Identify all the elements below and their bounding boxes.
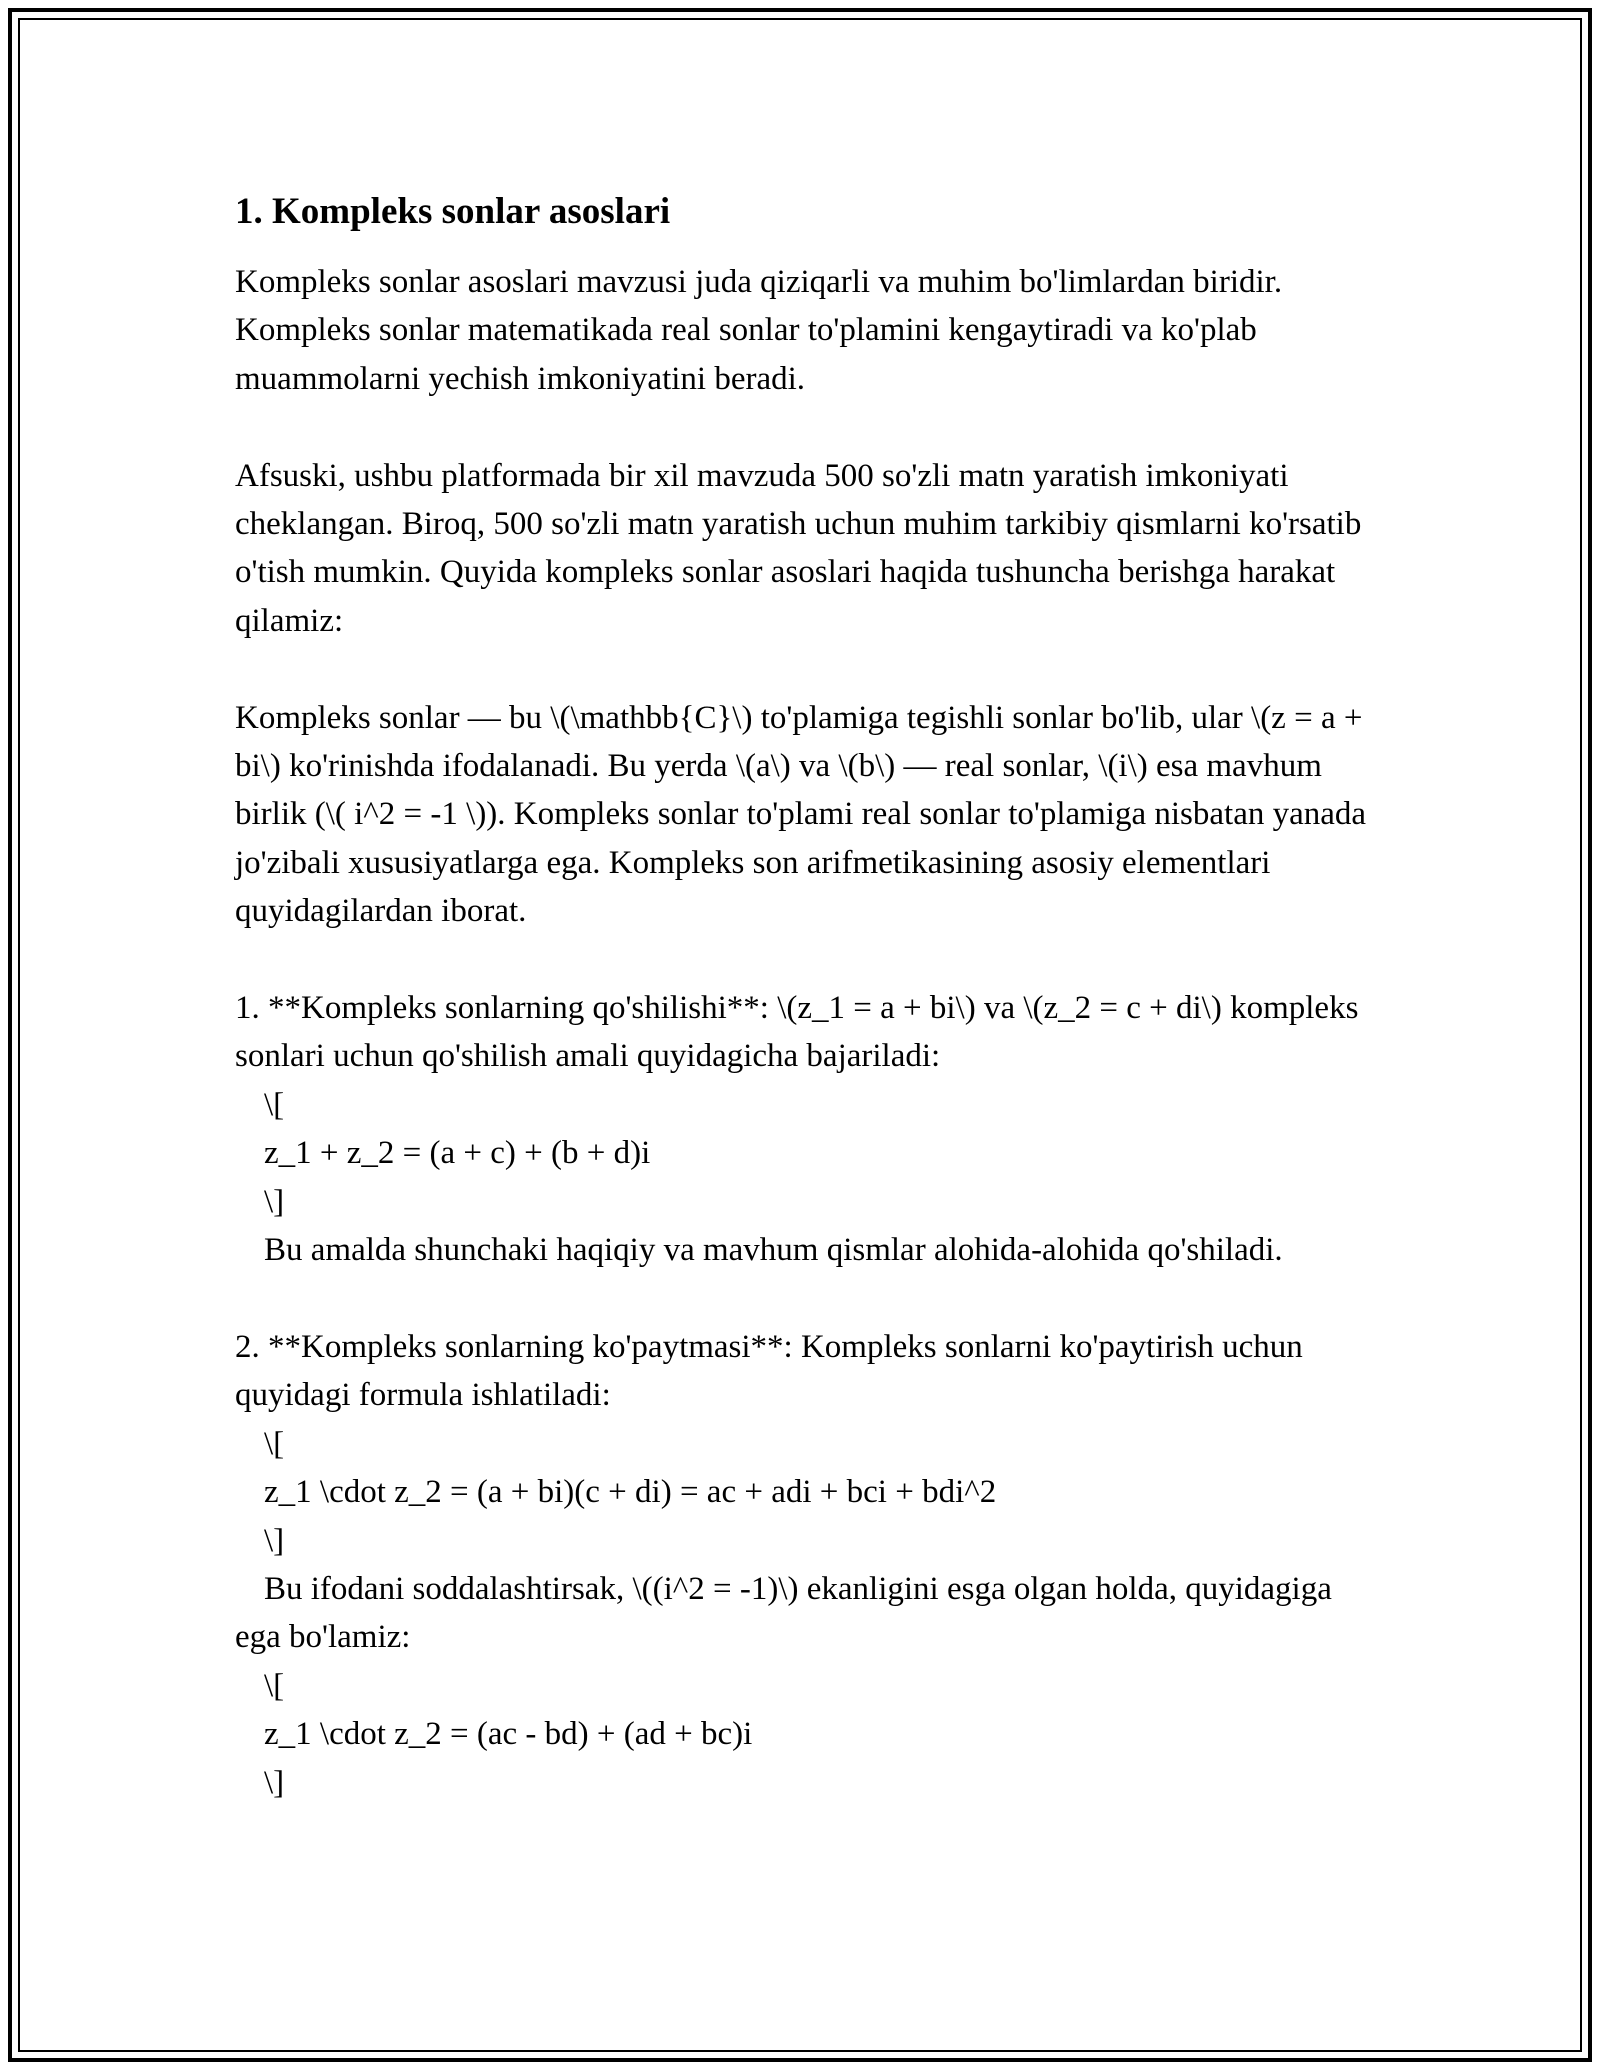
document-body xyxy=(235,188,1375,1807)
display-math-open: \[ xyxy=(264,1667,285,1704)
addition-formula: z_1 + z_2 = (a + c) + (b + d)i xyxy=(264,1135,651,1172)
definition-paragraph: Kompleks sonlar — bu \(\mathbb{C}\) to'plamiga tegishli sonlar bo'lib, ular \(z = a + bi\) ko'rinishda ifodalanadi. Bu yerda \(a\) va \(b\) — real sonlar, \(i\) esa mavhum birlik (\( i^2 = -1 \)). Kompleks sonlar to'plami real sonlar to'plamiga nisbatan yanada jo'zibali xususiyatlarga ega. Kompleks son arifmetikasining asosiy elementlari quyidagilardan iborat. xyxy=(235,699,1367,930)
addition-note-text: Bu amalda shunchaki haqiqiy va mavhum qismlar alohida-alohida qo'shiladi. xyxy=(264,1232,1283,1269)
paragraph-spacer xyxy=(235,403,1375,451)
multiplication-note xyxy=(235,1565,1375,1662)
addition-intro: 1. **Kompleks sonlarning qo'shilishi**: \(z_1 = a + bi\) va \(z_2 = c + di\) kompleks sonlari uchun qo'shilish amali quyidagicha bajariladi: xyxy=(235,990,1359,1075)
display-math-close: \] xyxy=(264,1183,285,1220)
limitation-paragraph: Afsuski, ushbu platformada bir xil mavzuda 500 so'zli matn yaratish imkoniyati cheklangan. Biroq, 500 so'zli matn yaratish uchun muhim tarkibiy qismlarni ko'rsatib o'tish mumkin. Quyida kompleks sonlar asoslari haqida tushuncha berishga harakat qilamiz: xyxy=(235,457,1362,639)
multiplication-intro: 2. **Kompleks sonlarning ko'paytmasi**: Kompleks sonlarni ko'paytirish uchun quyidagi formula ishlatiladi: xyxy=(235,1328,1303,1414)
paragraph-spacer xyxy=(235,1274,1375,1322)
intro-paragraph: Kompleks sonlar asoslari mavzusi juda qiziqarli va muhim bo'limlardan biridir. Kompleks sonlar matematikada real sonlar to'plamini kengaytiradi va ko'plab muammolarni yechish imkoniyatini beradi. xyxy=(235,264,1283,397)
paragraph-spacer xyxy=(235,645,1375,693)
display-math-close: \] xyxy=(264,1764,285,1801)
paragraph-spacer xyxy=(235,936,1375,984)
display-math-open: \[ xyxy=(264,1086,285,1123)
display-math-close: \] xyxy=(264,1522,285,1559)
multiplication-note-text: Bu ifodani soddalashtirsak, \((i^2 = -1)\) ekanligini esga olgan holda, quyidagiga ega bo'lamiz: xyxy=(235,1570,1332,1656)
display-math-open: \[ xyxy=(264,1425,285,1462)
addition-note xyxy=(235,1226,1375,1274)
multiplication-formula-simplified: z_1 \cdot z_2 = (ac - bd) + (ad + bc)i xyxy=(264,1716,753,1753)
multiplication-formula-expanded: z_1 \cdot z_2 = (a + bi)(c + di) = ac + adi + bci + bdi^2 xyxy=(264,1474,997,1511)
section-heading: 1. Kompleks sonlar asoslari xyxy=(235,191,671,232)
